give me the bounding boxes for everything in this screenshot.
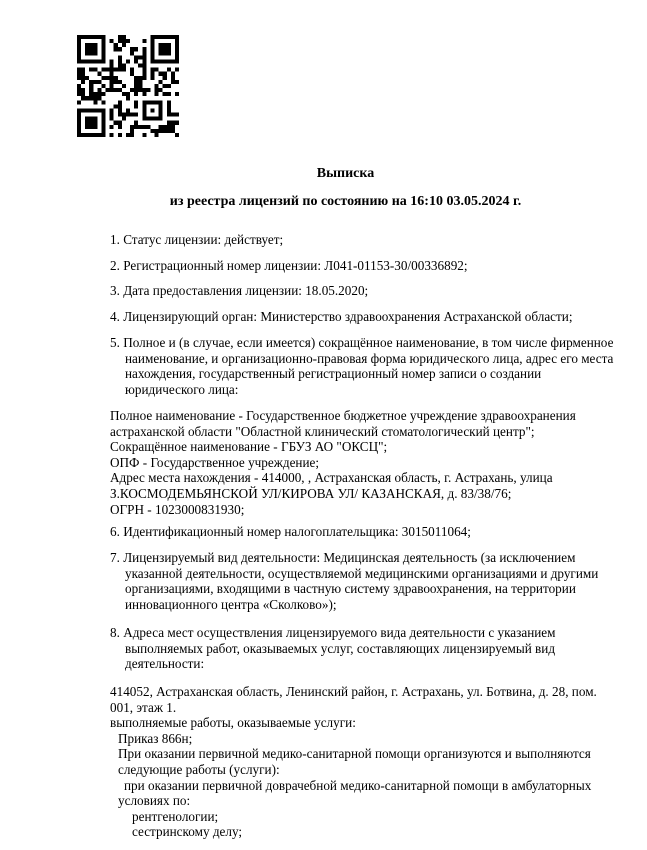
section-line: организациями, входящими в частную систему здравоохранения, на территории <box>125 581 576 597</box>
activity-addresses-section <box>110 625 630 672</box>
org-line: ОПФ - Государственное учреждение; <box>110 454 320 470</box>
org-line: астраханской области "Областной клинический стоматологический центр"; <box>110 423 535 439</box>
section-line: 7. Лицензируемый вид деятельности: Медицинская деятельность (за исключением <box>110 550 576 565</box>
license-status: 1. Статус лицензии: действует; <box>110 232 284 247</box>
org-line: Сокращённое наименование - ГБУЗ АО "ОКСЦ"; <box>110 439 388 455</box>
org-line: Полное наименование - Государственное бюджетное учреждение здравоохранения <box>110 408 576 423</box>
document-subtitle: из реестра лицензий по состоянию на 16:10 03.05.2024 г. <box>169 194 522 209</box>
section-line: юридического лица: <box>125 381 239 397</box>
section-line: нахождения, государственный регистрационный номер записи о создании <box>125 366 542 382</box>
org-line: Адрес места нахождения - 414000, , Астраханская область, г. Астрахань, улица <box>110 470 553 486</box>
section-line: наименование, и организационно-правовая форма юридического лица, адрес его места <box>125 350 614 366</box>
organization-details <box>110 408 622 517</box>
issue-date: 3. Дата предоставления лицензии: 18.05.2020; <box>110 283 369 298</box>
taxpayer-id: 6. Идентификационный номер налогоплательщика: 3015011064; <box>110 524 471 539</box>
section-line: инновационного центра «Сколково»); <box>125 596 337 612</box>
primary-care-line: следующие работы (услуги): <box>118 761 280 777</box>
section-line: деятельности: <box>125 656 205 672</box>
pre-doctor-care-line: при оказании первичной доврачебной медико-санитарной помощи в амбулаторных <box>124 777 592 793</box>
address-block <box>110 684 622 840</box>
section-line: 8. Адреса мест осуществления лицензируемого вида деятельности с указанием <box>110 625 556 640</box>
licensed-activity-section <box>110 550 630 612</box>
document-title: Выписка <box>316 166 375 181</box>
primary-care-line: При оказании первичной медико-санитарной помощи организуются и выполняются <box>118 746 591 762</box>
pre-doctor-care-line: условиях по: <box>118 793 191 809</box>
address-line: 414052, Астраханская область, Ленинский район, г. Астрахань, ул. Ботвина, д. 28, пом. <box>110 684 597 699</box>
registration-number: 2. Регистрационный номер лицензии: Л041-01153-30/00336892; <box>110 258 468 273</box>
qr-code <box>77 35 179 137</box>
service-item: рентгенологии; <box>132 808 219 824</box>
service-item: сестринскому делу; <box>132 824 243 840</box>
order-ref: Приказ 866н; <box>118 730 193 746</box>
section-line: 5. Полное и (в случае, если имеется) сокращённое наименование, в том числе фирменное <box>110 335 614 350</box>
licensing-authority: 4. Лицензирующий орган: Министерство здравоохранения Астраханской области; <box>110 309 573 324</box>
section-line: выполняемых работ, оказываемых услуг, составляющих лицензируемый вид <box>125 640 556 656</box>
org-line: З.КОСМОДЕМЬЯНСКОЙ УЛ/КИРОВА УЛ/ КАЗАНСКАЯ, д. 83/38/76; <box>110 485 512 501</box>
section-line: указанной деятельности, осуществляемой медицинскими организациями и другими <box>125 565 599 581</box>
organization-name-section <box>110 335 630 397</box>
works-label: выполняемые работы, оказываемые услуги: <box>110 715 356 731</box>
org-line: ОГРН - 1023000831930; <box>110 501 245 517</box>
address-line: 001, этаж 1. <box>110 699 177 715</box>
